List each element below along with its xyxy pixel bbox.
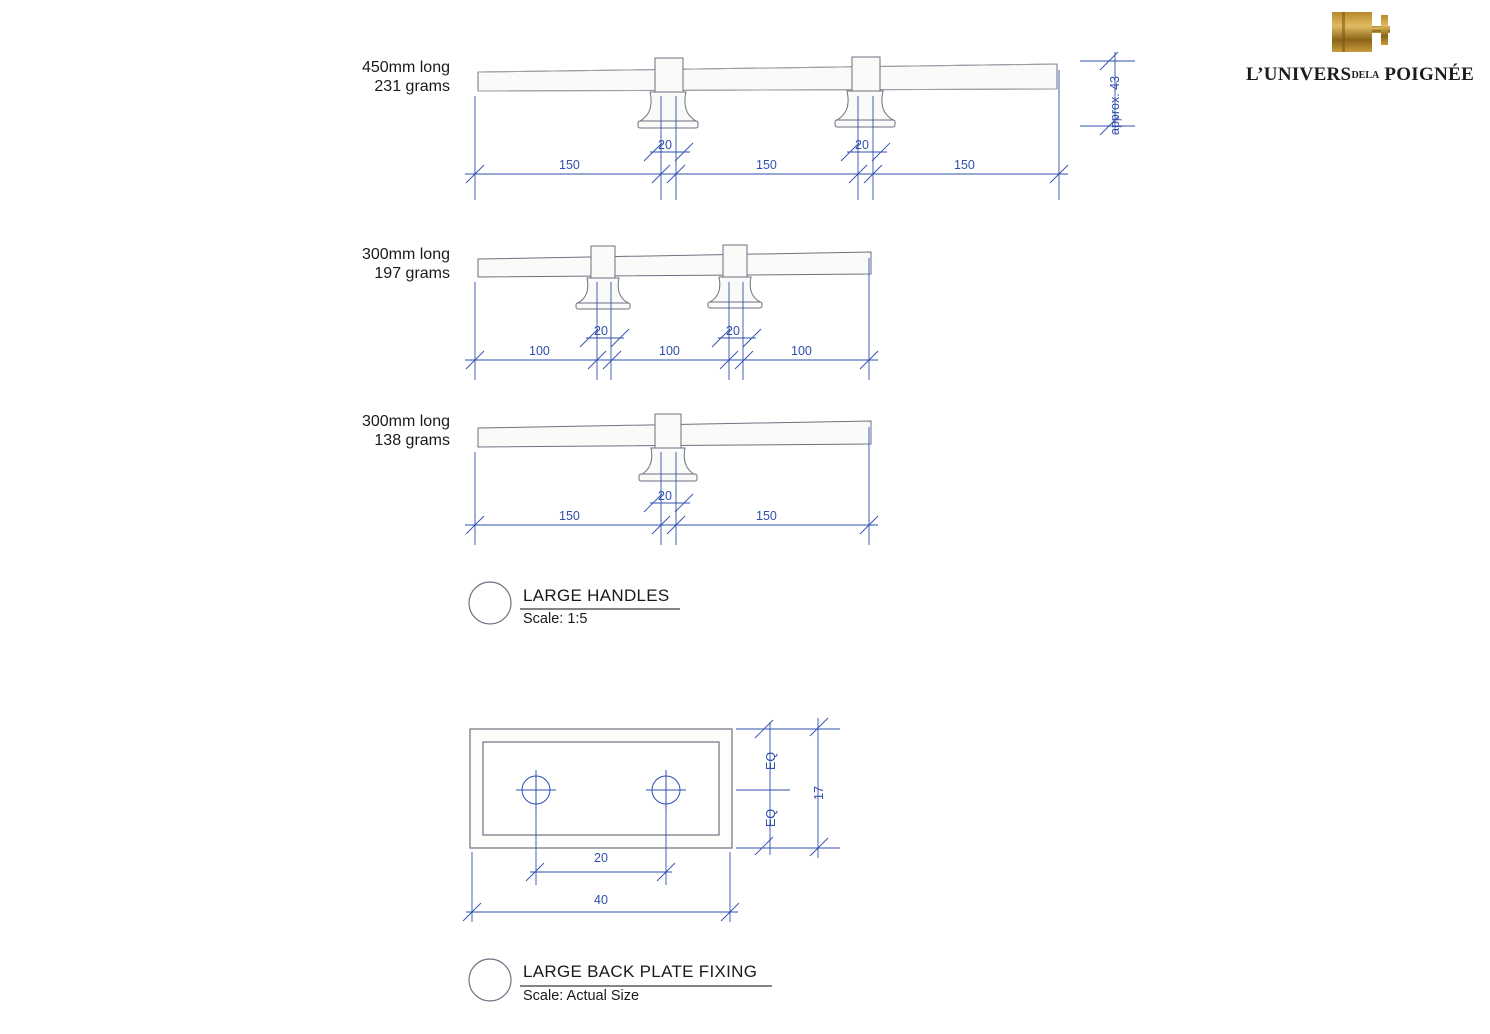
back-plate-scale: Scale: Actual Size [523, 988, 640, 1004]
dim-450-150-c: 150 [954, 158, 975, 172]
view-450-label-line1: 450mm long [361, 59, 450, 76]
dim-450-150-a: 150 [559, 158, 580, 172]
view-300a-label-line1: 300mm long [361, 246, 450, 263]
large-handles-title: LARGE HANDLES [523, 586, 670, 605]
back-plate-title: LARGE BACK PLATE FIXING [523, 962, 758, 981]
dim-backplate-eq-top: EQ [764, 751, 778, 770]
brand-name-de: DE [1351, 70, 1366, 81]
brand-name-part2: POIGNÉE [1384, 64, 1475, 85]
large-handles-scale: Scale: 1:5 [523, 611, 588, 627]
dim-300b-150-a: 150 [559, 509, 580, 523]
view-450-label-line2: 231 grams [374, 78, 450, 95]
dim-backplate-hole-spacing: 20 [594, 851, 608, 865]
dim-300b-20: 20 [658, 489, 672, 503]
dim-backplate-height: 17 [812, 786, 826, 800]
dim-450-20-b: 20 [855, 138, 869, 152]
dim-backplate-eq-bottom: EQ [764, 808, 778, 827]
view-300b-label-line1: 300mm long [361, 413, 450, 430]
dim-300a-100-c: 100 [791, 344, 812, 358]
brand-name-la: LA [1365, 70, 1380, 81]
view-300b-label-line2: 138 grams [374, 432, 450, 449]
view-bubble-icon [469, 959, 511, 1001]
dim-backplate-width: 40 [594, 893, 608, 907]
dim-450-20-a: 20 [658, 138, 672, 152]
dim-300b-150-b: 150 [756, 509, 777, 523]
dim-450-150-b: 150 [756, 158, 777, 172]
brand-name-part1: L’UNIVERS [1245, 64, 1352, 85]
view-300a-label-line2: 197 grams [374, 265, 450, 282]
dim-300a-100-b: 100 [659, 344, 680, 358]
dim-450-height-note: approx. 43 [1108, 75, 1122, 135]
dim-300a-20-a: 20 [594, 324, 608, 338]
dim-300a-100-a: 100 [529, 344, 550, 358]
dim-300a-20-b: 20 [726, 324, 740, 338]
